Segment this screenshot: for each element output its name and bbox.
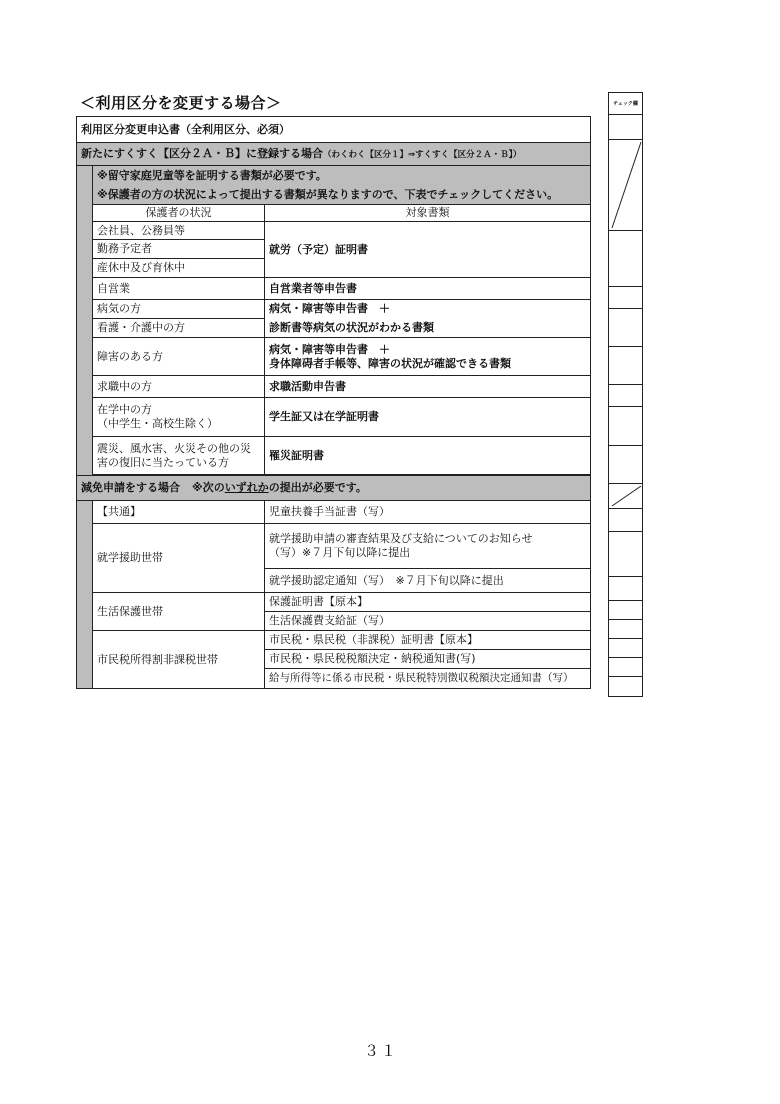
check-box[interactable] — [609, 347, 643, 385]
check-box[interactable] — [609, 446, 643, 484]
status-student — [93, 398, 265, 437]
doc-job-seeking-declaration: 求職活動申告書 — [265, 376, 591, 398]
diagonal-slash-icon — [609, 140, 644, 230]
doc-welfare-payment: 生活保護費支給証（写） — [265, 612, 591, 631]
section-reduction-note-emphasis: いずれか — [224, 481, 269, 495]
reduction-tax-exempt: 市民税所得割非課税世帯 — [93, 631, 265, 689]
status-disaster-line1: 震災、風水害、火災その他の災 — [97, 441, 251, 455]
section-reduction-title — [77, 476, 591, 501]
page-number: ３１ — [364, 1042, 399, 1060]
form-title: 利用区分変更申込書（全利用区分、必須） — [77, 117, 591, 143]
column-header-status: 保護者の状況 — [93, 205, 265, 222]
check-box[interactable] — [609, 309, 643, 347]
status-self-employed: 自営業 — [93, 278, 265, 300]
section-reduction-note-pre: ※次の — [192, 481, 225, 495]
status-planned-employee: 勤務予定者 — [93, 240, 265, 259]
section-registration-title — [77, 143, 591, 166]
check-box[interactable] — [609, 115, 643, 140]
section-reduction-note-post: の提出が必要です。 — [268, 481, 367, 495]
section-reduction-note — [192, 481, 367, 494]
doc-child-allowance: 児童扶養手当証書（写） — [265, 501, 591, 524]
section-registration-label: 新たにすくすく【区分２Ａ・Ｂ】に登録する場合 — [81, 147, 323, 161]
check-box[interactable] — [609, 407, 643, 446]
reduction-welfare: 生活保護世帯 — [93, 593, 265, 631]
status-ill: 病気の方 — [93, 300, 265, 319]
indent-column-2 — [77, 501, 93, 689]
doc-welfare-certificate: 保護証明書【原本】 — [265, 593, 591, 612]
doc-disability-declaration: 病気・障害等申告書 ＋ — [269, 342, 390, 356]
doc-employment-certificate: 就労（予定）証明書 — [265, 222, 591, 278]
status-caregiver: 看護・介護中の方 — [93, 319, 265, 338]
check-column — [608, 92, 643, 697]
check-box[interactable] — [609, 231, 643, 287]
check-cell-slashed — [609, 140, 643, 231]
check-box[interactable] — [609, 639, 643, 658]
status-parental-leave: 産休中及び育休中 — [93, 259, 265, 278]
check-box[interactable] — [609, 577, 643, 601]
reduction-school-aid: 就学援助世帯 — [93, 524, 265, 593]
column-header-documents: 対象書類 — [265, 205, 591, 222]
doc-disaster-certificate: 罹災証明書 — [265, 437, 591, 475]
required-documents-table — [76, 116, 591, 689]
reduction-common: 【共通】 — [93, 501, 265, 524]
note-check-below: ※保護者の方の状況によって提出する書類が異なりますので、下表でチェックしてください。 — [93, 185, 591, 205]
doc-medical-certificate: 診断書等病気の状況がわかる書類 — [265, 319, 591, 338]
diagonal-slash-icon — [609, 484, 644, 508]
status-disaster-line2: 害の復旧に当たっている方 — [97, 455, 229, 469]
status-disabled: 障害のある方 — [93, 338, 265, 376]
check-cell-slashed-2 — [609, 484, 643, 509]
doc-tax-notice: 市民税・県民税税額決定・納税通知書(写) — [265, 650, 591, 669]
status-student-line1: 在学中の方 — [97, 403, 152, 417]
note-certificate: ※留守家庭児童等を証明する書類が必要です。 — [93, 166, 591, 186]
status-disaster-recovery — [93, 437, 265, 475]
doc-disability-handbook: 身体障碍者手帳等、障害の状況が確認できる書類 — [269, 356, 511, 370]
doc-special-collection-notice: 給与所得等に係る市民税・県民税特別徴収税額決定通知書（写） — [265, 669, 591, 689]
check-box[interactable] — [609, 287, 643, 309]
check-box[interactable] — [609, 620, 643, 639]
status-student-line2: （中学生・高校生除く） — [97, 417, 218, 430]
section-registration-subtitle: （わくわく【区分１】⇒すくすく【区分２Ａ・Ｂ】） — [323, 150, 522, 161]
status-employee: 会社員、公務員等 — [93, 222, 265, 240]
doc-self-employed-declaration: 自営業者等申告書 — [265, 278, 591, 300]
doc-student-certificate: 学生証又は在学証明書 — [265, 398, 591, 437]
doc-school-aid-notice-line1: 就学援助申請の審査結果及び支給についてのお知らせ — [269, 532, 533, 546]
check-box[interactable] — [609, 601, 643, 620]
section-reduction-label: 減免申請をする場合 — [81, 481, 180, 495]
check-column-label: チェック欄 — [609, 93, 643, 115]
doc-school-aid-notice-line2: （写）※７月下旬以降に提出 — [269, 546, 411, 559]
doc-school-aid-notice — [265, 524, 591, 569]
doc-illness-declaration: 病気・障害等申告書 ＋ — [265, 300, 591, 319]
doc-disability — [265, 338, 591, 376]
check-box[interactable] — [609, 509, 643, 532]
check-box[interactable] — [609, 385, 643, 407]
page-heading: ＜利用区分を変更する場合＞ — [80, 94, 282, 112]
check-box[interactable] — [609, 658, 643, 677]
check-box[interactable] — [609, 532, 643, 577]
indent-column — [77, 166, 93, 476]
check-box[interactable] — [609, 677, 643, 697]
doc-tax-exempt-certificate: 市民税・県民税（非課税）証明書【原本】 — [265, 631, 591, 650]
status-job-seeking: 求職中の方 — [93, 376, 265, 398]
doc-school-aid-approval: 就学援助認定通知（写） ※７月下旬以降に提出 — [265, 569, 591, 593]
